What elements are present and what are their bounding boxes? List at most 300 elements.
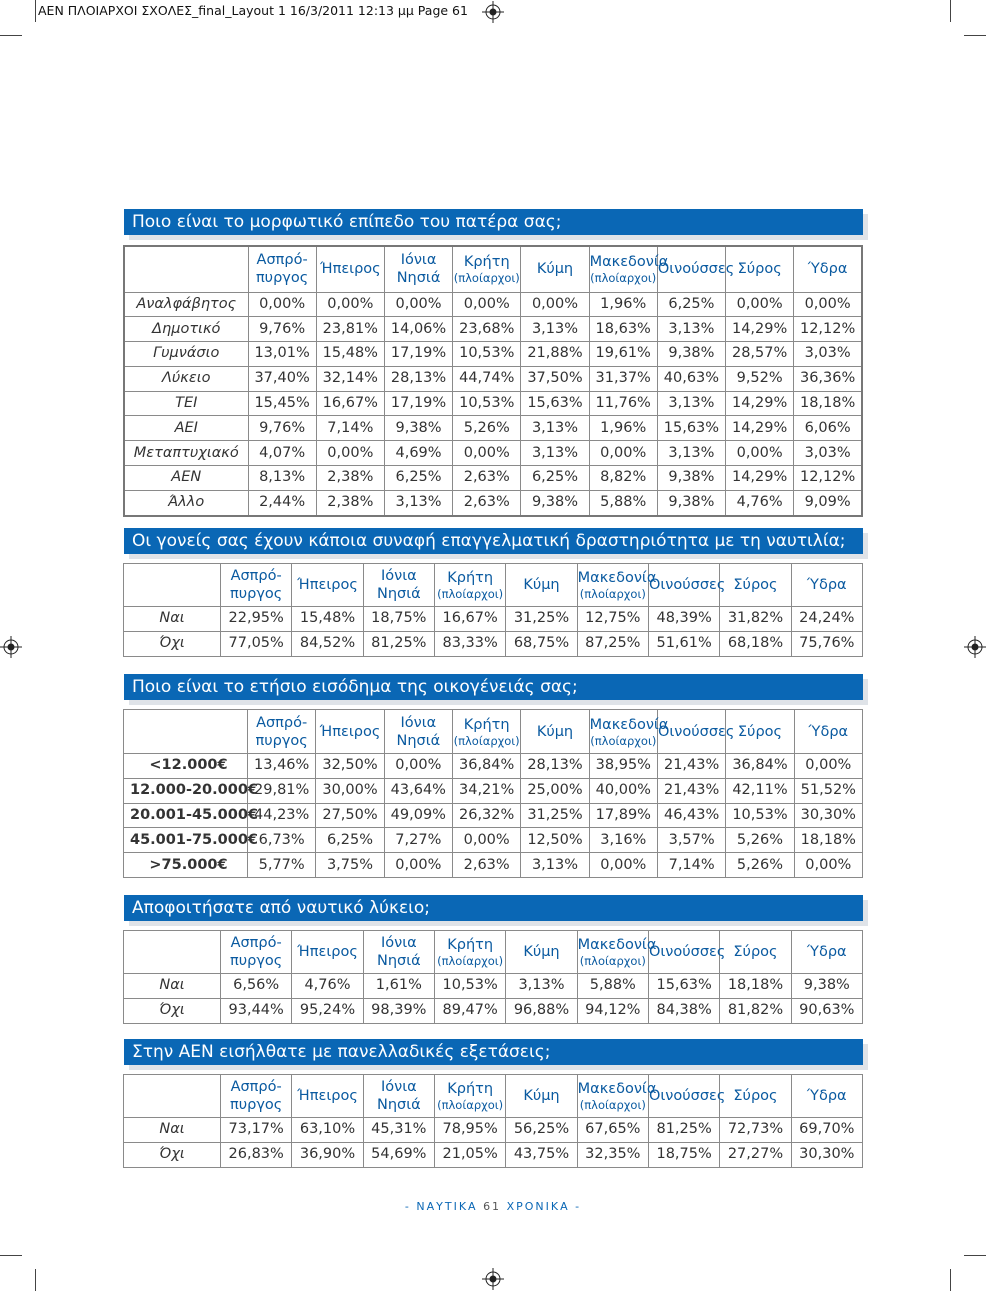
table-cell: 77,05% — [221, 631, 292, 656]
table-cell: 9,38% — [384, 416, 452, 441]
column-header — [384, 246, 452, 292]
row-label: Ναι — [124, 1118, 221, 1143]
table-cell: 15,45% — [248, 391, 316, 416]
table-parents-shipping — [123, 563, 863, 657]
footer-right: ΧΡΟΝΙΚΑ - — [506, 1200, 582, 1213]
row-label: ΤΕΙ — [124, 391, 248, 416]
row-label: Αναλφάβητος — [124, 292, 248, 317]
column-header-line2: Νησιά — [376, 953, 421, 969]
table-cell: 9,38% — [657, 342, 725, 367]
row-label: Δημοτικό — [124, 317, 248, 342]
column-header-line1: Σύρος — [737, 723, 783, 740]
row-label: 12.000-20.000€ — [124, 778, 248, 803]
registration-mark-icon — [964, 636, 986, 658]
table-row — [124, 974, 863, 999]
table-cell: 5,26% — [453, 416, 521, 441]
table-cell: 7,14% — [316, 416, 384, 441]
row-label: Μεταπτυχιακό — [124, 441, 248, 466]
column-header-line2: Νησιά — [396, 732, 441, 749]
row-label: Ναι — [124, 974, 221, 999]
table-cell: 75,76% — [791, 631, 862, 656]
table-cell: 25,00% — [521, 778, 589, 803]
column-header — [506, 1075, 577, 1118]
column-header-line1: Ύδρα — [807, 577, 847, 593]
table-cell: 89,47% — [434, 998, 505, 1023]
table-cell: 5,26% — [726, 828, 794, 853]
table-cell: 10,53% — [434, 974, 505, 999]
column-header-line2: πυργος — [255, 270, 309, 287]
column-header — [292, 564, 363, 607]
table-cell: 2,63% — [452, 853, 520, 878]
table-cell: 56,25% — [506, 1118, 577, 1143]
table-cell: 31,25% — [506, 607, 577, 632]
table-cell: 78,95% — [434, 1118, 505, 1143]
table-cell: 26,83% — [221, 1142, 292, 1167]
table-cell: 3,16% — [589, 828, 657, 853]
table-cell: 6,06% — [794, 416, 862, 441]
table-cell: 43,64% — [384, 778, 452, 803]
column-header — [506, 564, 577, 607]
column-header-line1: Ασπρό- — [230, 1079, 282, 1095]
table-cell: 81,25% — [363, 631, 434, 656]
column-header — [648, 564, 726, 607]
table-cell: 6,25% — [384, 466, 452, 491]
table-cell: 94,12% — [577, 998, 648, 1023]
column-header — [657, 246, 735, 292]
table-row — [124, 631, 863, 656]
table-cell: 14,29% — [726, 391, 794, 416]
header-blank — [124, 1075, 221, 1118]
column-header-line2: (πλοίαρχοι) — [437, 587, 504, 601]
column-header — [791, 564, 862, 607]
column-header-line1: Κρήτη — [463, 254, 510, 271]
table-cell: 31,82% — [720, 607, 791, 632]
table-father-education — [123, 245, 863, 517]
table-cell: 8,82% — [589, 466, 657, 491]
table-cell: 3,13% — [521, 416, 589, 441]
table-cell: 49,09% — [384, 803, 452, 828]
table-cell: 12,50% — [521, 828, 589, 853]
table-cell: 3,13% — [521, 853, 589, 878]
table-cell: 9,76% — [248, 317, 316, 342]
table-cell: 0,00% — [384, 292, 452, 317]
table-cell: 11,76% — [589, 391, 657, 416]
table-cell: 19,61% — [589, 342, 657, 367]
table-row — [124, 853, 863, 878]
table-row — [124, 607, 863, 632]
table-cell: 37,40% — [248, 366, 316, 391]
column-header-line1: Ήπειρος — [319, 723, 381, 740]
column-header — [589, 710, 669, 754]
column-header — [452, 710, 520, 754]
registration-mark-icon — [482, 1, 504, 23]
table-cell: 68,18% — [720, 631, 791, 656]
page-footer — [0, 1200, 986, 1213]
column-header-line1: Ασπρό- — [256, 252, 308, 269]
column-header-line2: πυργος — [230, 953, 283, 969]
row-label: Άλλο — [124, 490, 248, 515]
column-header — [794, 710, 862, 754]
table-cell: 69,70% — [791, 1118, 862, 1143]
table-cell: 4,76% — [292, 974, 363, 999]
table-cell: 44,74% — [453, 366, 521, 391]
column-header-line1: Σύρος — [733, 577, 778, 593]
table-cell: 45,31% — [363, 1118, 434, 1143]
table-cell: 3,13% — [657, 441, 725, 466]
table-cell: 0,00% — [589, 441, 657, 466]
table-row — [124, 998, 863, 1023]
column-header — [248, 710, 316, 754]
table-cell: 26,32% — [452, 803, 520, 828]
table-cell: 0,00% — [726, 292, 794, 317]
column-header-line1: Κύμη — [523, 1088, 560, 1104]
column-header — [248, 246, 316, 292]
table-cell: 37,50% — [521, 366, 589, 391]
column-header — [506, 931, 577, 974]
table-cell: 12,75% — [577, 607, 648, 632]
table-cell: 98,39% — [363, 998, 434, 1023]
table-cell: 15,63% — [521, 391, 589, 416]
table-cell: 1,96% — [589, 292, 657, 317]
table-cell: 29,81% — [248, 778, 316, 803]
table-cell: 72,73% — [720, 1118, 791, 1143]
table-cell: 34,21% — [452, 778, 520, 803]
table-cell: 36,90% — [292, 1142, 363, 1167]
column-header — [363, 931, 434, 974]
table-cell: 4,07% — [248, 441, 316, 466]
row-label: Όχι — [124, 631, 221, 656]
table-cell: 3,13% — [657, 317, 725, 342]
column-header-line2: (πλοίαρχοι) — [453, 733, 520, 748]
header-blank — [124, 246, 248, 292]
table-cell: 16,67% — [434, 607, 505, 632]
table-row — [124, 317, 862, 342]
column-header-line1: Μακεδονία — [589, 716, 669, 733]
section-title-family-income: Ποιο είναι το ετήσιο εισόδημα της οικογένειάς σας; — [124, 674, 863, 700]
column-header-line2: (πλοίαρχοι) — [437, 1098, 504, 1112]
column-header-line2: (πλοίαρχοι) — [579, 587, 646, 601]
column-header — [521, 710, 589, 754]
table-cell: 4,76% — [726, 490, 794, 515]
column-header-line1: Σύρος — [733, 944, 778, 960]
section-title-panhellenic-exams: Στην ΑΕΝ εισήλθατε με πανελλαδικές εξετάσεις; — [124, 1039, 863, 1065]
table-cell: 68,75% — [506, 631, 577, 656]
table-cell: 14,29% — [726, 416, 794, 441]
column-header-line1: Κρήτη — [447, 937, 494, 953]
column-header-line1: Μακεδονία — [577, 937, 657, 953]
table-cell: 1,61% — [363, 974, 434, 999]
column-header — [521, 246, 589, 292]
table-cell: 9,38% — [791, 974, 862, 999]
column-header-line1: Κρήτη — [447, 570, 494, 586]
header-blank — [124, 564, 221, 607]
table-cell: 16,67% — [316, 391, 384, 416]
footer-left: - ΝΑΥΤΙΚΑ — [404, 1200, 478, 1213]
column-header-line2: πυργος — [230, 586, 283, 602]
row-label: Ναι — [124, 607, 221, 632]
table-panhellenic-exams — [123, 1074, 863, 1168]
table-cell: 46,43% — [657, 803, 725, 828]
column-header-line1: Ιόνια — [400, 714, 437, 731]
crop-mark — [0, 1255, 22, 1256]
table-cell: 1,96% — [589, 416, 657, 441]
table-row — [124, 1118, 863, 1143]
table-cell: 36,36% — [794, 366, 862, 391]
table-nautical-school — [123, 930, 863, 1024]
table-row — [124, 416, 862, 441]
column-header — [316, 246, 384, 292]
table-cell: 51,61% — [648, 631, 719, 656]
table-cell: 5,26% — [726, 853, 794, 878]
table-cell: 51,52% — [794, 778, 862, 803]
column-header-line1: Ιόνια — [380, 935, 417, 951]
column-header — [316, 710, 384, 754]
table-cell: 2,63% — [453, 466, 521, 491]
row-label: Γυμνάσιο — [124, 342, 248, 367]
table-cell: 15,63% — [648, 974, 719, 999]
header-blank — [124, 710, 248, 754]
table-cell: 3,13% — [506, 974, 577, 999]
crop-mark — [35, 1269, 36, 1291]
table-cell: 31,25% — [521, 803, 589, 828]
column-header — [589, 246, 669, 292]
crop-mark — [964, 35, 986, 36]
column-header-line1: Κύμη — [523, 944, 560, 960]
table-cell: 18,18% — [720, 974, 791, 999]
table-cell: 3,03% — [794, 342, 862, 367]
column-header — [791, 931, 862, 974]
table-cell: 0,00% — [316, 441, 384, 466]
table-row — [124, 490, 862, 515]
column-header — [292, 1075, 363, 1118]
table-cell: 18,63% — [589, 317, 657, 342]
table-cell: 9,52% — [726, 366, 794, 391]
column-header-line1: Ήπειρος — [297, 577, 358, 593]
column-header-line1: Μακεδονία — [577, 570, 657, 586]
table-cell: 12,12% — [794, 466, 862, 491]
table-cell: 9,76% — [248, 416, 316, 441]
registration-mark-icon — [0, 636, 22, 658]
table-cell: 10,53% — [726, 803, 794, 828]
table-cell: 9,09% — [794, 490, 862, 515]
row-label: <12.000€ — [124, 754, 248, 779]
table-cell: 32,35% — [577, 1142, 648, 1167]
column-header-line1: Ιόνια — [380, 1079, 417, 1095]
table-cell: 15,48% — [316, 342, 384, 367]
crop-mark — [0, 35, 22, 36]
table-cell: 17,19% — [384, 342, 452, 367]
table-family-income — [123, 709, 863, 878]
column-header — [292, 931, 363, 974]
table-cell: 63,10% — [292, 1118, 363, 1143]
table-cell: 0,00% — [452, 828, 520, 853]
table-cell: 21,05% — [434, 1142, 505, 1167]
column-header-line1: Κύμη — [536, 261, 574, 278]
column-header — [720, 1075, 791, 1118]
row-label: ΑΕΝ — [124, 466, 248, 491]
crop-mark — [35, 0, 36, 22]
table-cell: 0,00% — [726, 441, 794, 466]
table-cell: 81,82% — [720, 998, 791, 1023]
column-header-line1: Κρήτη — [447, 1081, 494, 1097]
column-header-line1: Ήπειρος — [297, 1088, 358, 1104]
row-label: Όχι — [124, 998, 221, 1023]
column-header — [384, 710, 452, 754]
table-cell: 6,73% — [248, 828, 316, 853]
table-cell: 27,50% — [316, 803, 384, 828]
column-header-line1: Μακεδονία — [577, 1081, 657, 1097]
column-header — [726, 246, 794, 292]
table-cell: 30,30% — [794, 803, 862, 828]
table-cell: 2,44% — [248, 490, 316, 515]
table-cell: 22,95% — [221, 607, 292, 632]
table-cell: 83,33% — [434, 631, 505, 656]
table-cell: 18,18% — [794, 391, 862, 416]
column-header-line2: (πλοίαρχοι) — [579, 954, 646, 968]
row-label: 45.001-75.000€ — [124, 828, 248, 853]
table-cell: 8,13% — [248, 466, 316, 491]
table-cell: 14,29% — [726, 466, 794, 491]
table-row — [124, 754, 863, 779]
crop-mark — [964, 1255, 986, 1256]
column-header-line1: Μακεδονία — [589, 254, 669, 271]
table-cell: 67,65% — [577, 1118, 648, 1143]
column-header — [363, 564, 434, 607]
table-cell: 40,63% — [657, 366, 725, 391]
table-cell: 0,00% — [521, 292, 589, 317]
table-cell: 0,00% — [316, 292, 384, 317]
table-cell: 81,25% — [648, 1118, 719, 1143]
column-header-line1: Ύδρα — [807, 261, 848, 278]
table-cell: 28,13% — [521, 754, 589, 779]
table-cell: 0,00% — [453, 292, 521, 317]
table-cell: 15,48% — [292, 607, 363, 632]
table-cell: 38,95% — [589, 754, 657, 779]
table-cell: 5,88% — [577, 974, 648, 999]
table-cell: 95,24% — [292, 998, 363, 1023]
column-header-line1: Κύμη — [536, 723, 574, 740]
column-header — [648, 1075, 726, 1118]
table-cell: 87,25% — [577, 631, 648, 656]
table-cell: 5,88% — [589, 490, 657, 515]
table-cell: 90,63% — [791, 998, 862, 1023]
table-cell: 3,13% — [521, 317, 589, 342]
table-cell: 0,00% — [453, 441, 521, 466]
column-header — [577, 931, 657, 974]
column-header-line1: Ιόνια — [380, 568, 417, 584]
row-label: Λύκειο — [124, 366, 248, 391]
column-header-line1: Ιόνια — [400, 252, 437, 269]
table-cell: 40,00% — [589, 778, 657, 803]
section-title-parents-shipping: Οι γονείς σας έχουν κάποια συναφή επαγγελματική δραστηριότητα με τη ναυτιλία; — [124, 528, 863, 554]
table-cell: 30,00% — [316, 778, 384, 803]
table-cell: 0,00% — [794, 853, 862, 878]
table-cell: 6,56% — [221, 974, 292, 999]
table-row — [124, 803, 863, 828]
table-row — [124, 828, 863, 853]
column-header-line2: Νησιά — [396, 270, 441, 287]
table-row — [124, 1142, 863, 1167]
column-header-line1: Ασπρό- — [230, 935, 282, 951]
table-cell: 32,14% — [316, 366, 384, 391]
column-header — [221, 1075, 292, 1118]
column-header-line1: Κύμη — [523, 577, 560, 593]
column-header — [794, 246, 862, 292]
row-label: Όχι — [124, 1142, 221, 1167]
column-header-line1: Σύρος — [737, 261, 782, 278]
table-cell: 21,43% — [657, 754, 725, 779]
table-cell: 3,75% — [316, 853, 384, 878]
column-header — [577, 564, 657, 607]
crop-mark — [950, 0, 951, 22]
table-cell: 44,23% — [248, 803, 316, 828]
column-header-line1: Ήπειρος — [319, 261, 381, 278]
table-cell: 6,25% — [316, 828, 384, 853]
row-label: >75.000€ — [124, 853, 248, 878]
column-header — [221, 931, 292, 974]
column-header-line1: Σύρος — [733, 1088, 778, 1104]
table-cell: 93,44% — [221, 998, 292, 1023]
column-header-line1: Οινούσσες — [648, 944, 726, 960]
row-label: ΑΕΙ — [124, 416, 248, 441]
column-header — [791, 1075, 862, 1118]
table-cell: 54,69% — [363, 1142, 434, 1167]
column-header-line2: (πλοίαρχοι) — [579, 1098, 646, 1112]
column-header-line2: (πλοίαρχοι) — [590, 733, 657, 748]
table-cell: 9,38% — [657, 466, 725, 491]
table-cell: 23,68% — [453, 317, 521, 342]
table-cell: 73,17% — [221, 1118, 292, 1143]
table-cell: 14,29% — [726, 317, 794, 342]
table-cell: 0,00% — [384, 754, 452, 779]
section-title-nautical-school: Αποφοιτήσατε από ναυτικό λύκειο; — [124, 895, 863, 921]
table-cell: 32,50% — [316, 754, 384, 779]
table-cell: 27,27% — [720, 1142, 791, 1167]
table-cell: 84,52% — [292, 631, 363, 656]
table-cell: 3,03% — [794, 441, 862, 466]
column-header-line2: (πλοίαρχοι) — [437, 954, 504, 968]
column-header-line2: (πλοίαρχοι) — [453, 271, 520, 286]
column-header-line1: Ασπρό- — [230, 568, 282, 584]
page-number: 61 — [483, 1200, 502, 1213]
print-slug: ΑΕΝ ΠΛΟΙΑΡΧΟΙ ΣΧΟΛΕΣ_final_Layout 1 16/3/2011 12:13 μμ Page 61 — [38, 3, 468, 18]
column-header — [648, 931, 726, 974]
column-header-line1: Ήπειρος — [297, 944, 358, 960]
table-cell: 24,24% — [791, 607, 862, 632]
table-cell: 31,37% — [589, 366, 657, 391]
table-cell: 0,00% — [589, 853, 657, 878]
table-row — [124, 466, 862, 491]
table-cell: 30,30% — [791, 1142, 862, 1167]
table-cell: 6,25% — [657, 292, 725, 317]
table-cell: 21,88% — [521, 342, 589, 367]
table-cell: 18,18% — [794, 828, 862, 853]
table-cell: 9,38% — [657, 490, 725, 515]
table-row — [124, 778, 863, 803]
table-cell: 36,84% — [726, 754, 794, 779]
column-header — [453, 246, 521, 292]
table-cell: 10,53% — [453, 391, 521, 416]
table-cell: 43,75% — [506, 1142, 577, 1167]
table-row — [124, 366, 862, 391]
table-cell: 13,46% — [248, 754, 316, 779]
table-cell: 28,57% — [726, 342, 794, 367]
table-cell: 96,88% — [506, 998, 577, 1023]
column-header-line2: Νησιά — [376, 586, 421, 602]
table-cell: 3,13% — [384, 490, 452, 515]
table-cell: 4,69% — [384, 441, 452, 466]
column-header-line1: Ύδρα — [807, 944, 847, 960]
